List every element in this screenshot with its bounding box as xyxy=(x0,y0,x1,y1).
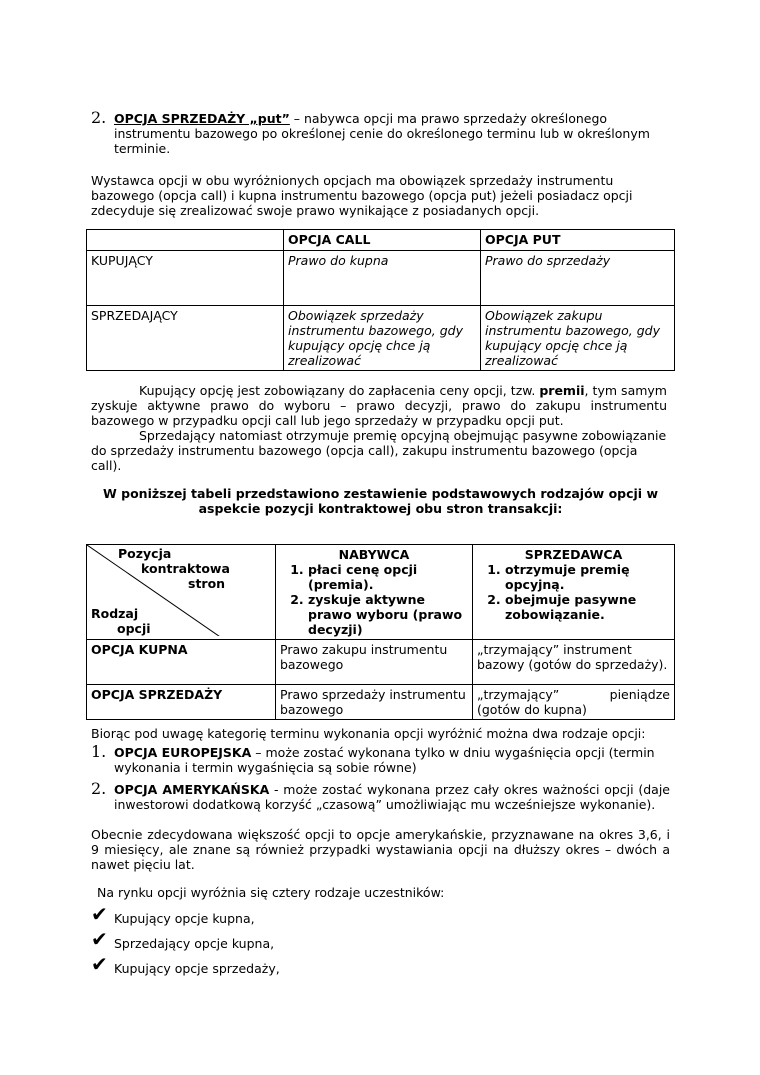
list-number: 2. xyxy=(91,108,107,127)
table-header-cell xyxy=(87,230,284,251)
table-cell: Prawo zakupu instrumentu bazowego xyxy=(276,640,473,685)
corner-label: Pozycja xyxy=(118,546,172,561)
paragraph: Kupujący opcję jest zobowiązany do zapłacenia ceny opcji, tzw. premii, tym samym zyskuje aktywne prawo do wyboru – prawo decyzji, prawo do zakupu instrumentu bazowego w przypadku opcji call lub jego sprzedaży w przypadku opcji put. xyxy=(91,383,667,428)
column-header-seller: SPRZEDAWCA 1. otrzymuje premię opcyjną. 2. obejmuje pasywne zobowiązanie. xyxy=(473,545,675,640)
diagonal-corner-cell xyxy=(87,545,276,640)
corner-label: Rodzaj xyxy=(91,606,139,621)
list-item: 1. płaci cenę opcji (premia). xyxy=(308,562,468,592)
corner-label: kontraktowa xyxy=(141,561,230,576)
table-cell: „trzymający” instrument bazowy (gotów do sprzedaży). xyxy=(473,640,675,685)
corner-label: stron xyxy=(188,576,226,591)
checkmark-icon: ✔ xyxy=(91,927,108,951)
table-header-row xyxy=(87,230,675,251)
paragraph: Sprzedający natomiast otrzymuje premię opcyjną obejmując pasywne zobowiązanie do sprzedaży instrumentu bazowego (opcja call), zakupu instrumentu bazowego (opcja call). xyxy=(91,428,667,473)
table-row xyxy=(87,306,675,371)
table-cell: „trzymający” pieniądze (gotów do kupna) xyxy=(473,685,675,720)
list-item: 2. zyskuje aktywne prawo wyboru (prawo decyzji) xyxy=(308,592,468,637)
intro-item-title: OPCJA SPRZEDAŻY „put” xyxy=(114,111,290,126)
table-row xyxy=(87,640,675,685)
table-cell: OPCJA SPRZEDAŻY xyxy=(87,685,276,720)
table-header-cell: OPCJA CALL xyxy=(284,230,481,251)
table-cell: KUPUJĄCY xyxy=(87,251,284,306)
checklist-item: Kupujący opcje kupna, xyxy=(114,911,255,926)
checkmark-icon: ✔ xyxy=(91,952,108,976)
paragraph: Na rynku opcji wyróżnia się cztery rodzaje uczestników: xyxy=(97,885,445,900)
list-item-american: OPCJA AMERYKAŃSKA - może zostać wykonana przez cały okres ważności opcji (daje inwestorowi dodatkową korzyść „czasową” umożliwiając mu wcześniejsze wykonanie). xyxy=(114,782,670,812)
seller-list xyxy=(477,562,670,622)
table-cell: Prawo do sprzedaży xyxy=(481,251,675,306)
paragraph: Biorąc pod uwagę kategorię terminu wykonania opcji wyróżnić można dwa rodzaje opcji: xyxy=(91,726,646,741)
column-header-buyer: NABYWCA 1. płaci cenę opcji (premia). 2. zyskuje aktywne prawo wyboru (prawo decyzji) xyxy=(276,545,473,640)
list-number: 1. xyxy=(91,742,107,761)
table-cell: Prawo sprzedaży instrumentu bazowego xyxy=(276,685,473,720)
table-cell: Prawo do kupna xyxy=(284,251,481,306)
comparison-table xyxy=(86,544,675,720)
paragraph: Obecnie zdecydowana większość opcji to opcje amerykańskie, przyznawane na okres 3,6, i 9 miesięcy, ale znane są również przypadki wystawiania opcji na dłuższy okres – dwóch a nawet pięciu lat. xyxy=(91,827,670,872)
checkmark-icon: ✔ xyxy=(91,902,108,926)
table-row xyxy=(87,685,675,720)
list-number: 2. xyxy=(91,779,107,798)
table-cell: Obowiązek sprzedaży instrumentu bazowego, gdy kupujący opcję chce ją zrealizować xyxy=(284,306,481,371)
checklist-item: Kupujący opcje sprzedaży, xyxy=(114,961,280,976)
table-header-cell: OPCJA PUT xyxy=(481,230,675,251)
table-cell: Obowiązek zakupu instrumentu bazowego, gdy kupujący opcję chce ją zrealizować xyxy=(481,306,675,371)
list-item: 1. otrzymuje premię opcyjną. xyxy=(505,562,670,592)
table-cell: OPCJA KUPNA xyxy=(87,640,276,685)
paragraph: Wystawca opcji w obu wyróżnionych opcjach ma obowiązek sprzedaży instrumentu bazowego (opcja call) i kupna instrumentu bazowego (opcja put) jeżeli posiadacz opcji zdecyduje się zrealizować swoje prawo wynikające z posiadanych opcji. xyxy=(91,173,633,218)
table-heading: W poniższej tabeli przedstawiono zestawienie podstawowych rodzajów opcji w aspekcie pozycji kontraktowej obu stron transakcji: xyxy=(103,486,658,516)
list-item: 2. obejmuje pasywne zobowiązanie. xyxy=(505,592,670,622)
intro-item xyxy=(114,111,674,156)
intro-item-text: – nabywca opcji ma prawo sprzedaży określonego instrumentu bazowego po określonej cenie do określonego terminu lub w określonym terminie. xyxy=(114,111,650,156)
corner-label: opcji xyxy=(117,621,151,636)
buyer-list xyxy=(280,562,468,637)
table-row xyxy=(87,251,675,306)
options-table xyxy=(86,229,675,371)
table-cell: SPRZEDAJĄCY xyxy=(87,306,284,371)
list-item-european: OPCJA EUROPEJSKA – może zostać wykonana tylko w dniu wygaśnięcia opcji (termin wykonania i termin wygaśnięcia są sobie równe) xyxy=(114,745,655,775)
table-header-row xyxy=(87,545,675,640)
checklist-item: Sprzedający opcje kupna, xyxy=(114,936,275,951)
